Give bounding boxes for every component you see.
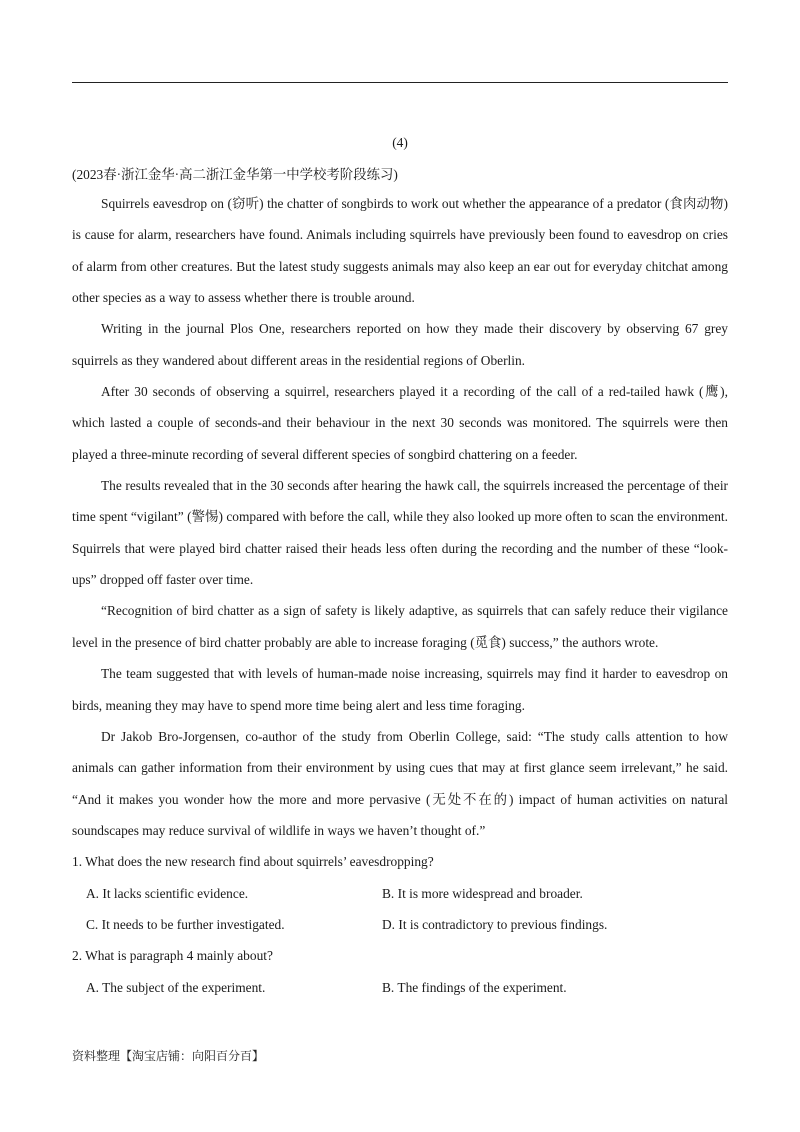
paragraph: The results revealed that in the 30 seconds after hearing the hawk call, the squirrels increased the percentage of their time spent “vigilant” (警惕) compared with before the call, while they also looked up more often to scan the environment. Squirrels that were played bird chatter raised their heads less often during the recording and the number of these “look-ups” dropped off faster over time. [72, 478, 728, 588]
option: A. The subject of the experiment. [86, 979, 266, 995]
header-rule [72, 82, 728, 83]
option-row [72, 972, 728, 1003]
option: B. It is more widespread and broader. [382, 885, 583, 901]
section-number: (4) [392, 135, 408, 150]
option-row [72, 909, 728, 940]
paragraph: Writing in the journal Plos One, researchers reported on how they made their discovery by observing 67 grey squirrels as they wandered about different areas in the residential regions of Oberlin. [72, 321, 728, 368]
option: A. It lacks scientific evidence. [86, 885, 249, 901]
paragraph: Dr Jakob Bro-Jorgensen, co-author of the study from Oberlin College, said: “The study calls attention to how animals can gather information from their environment by using cues that may at first glance seem irrelevant,” he said. “And it makes you wonder how the more and more pervasive (无处不在的) impact of human activities on natural soundscapes may reduce survival of wildlife in ways we haven’t thought of.” [72, 728, 728, 838]
option-row [72, 878, 728, 909]
paragraph: After 30 seconds of observing a squirrel, researchers played it a recording of the call of a red-tailed hawk (鹰), which lasted a couple of seconds-and their behaviour in the next 30 seconds was monitored. The squirrels were then played a three-minute recording of several different species of songbird chattering on a feeder. [72, 384, 728, 462]
option: C. It needs to be further investigated. [86, 916, 285, 932]
option: D. It is contradictory to previous findings. [382, 916, 608, 932]
passage-content [72, 162, 728, 1003]
source-note: (2023春·浙江金华·高二浙江金华第一中学校考阶段练习) [72, 167, 398, 182]
footer-note: 资料整理【淘宝店铺：向阳百分百】 [72, 1049, 265, 1063]
question-stem: 1. What does the new research find about squirrels’ eavesdropping? [72, 854, 434, 870]
question-stem: 2. What is paragraph 4 mainly about? [72, 948, 273, 964]
option: B. The findings of the experiment. [382, 979, 567, 995]
paragraph: “Recognition of bird chatter as a sign of safety is likely adaptive, as squirrels that can safely reduce their vigilance level in the presence of bird chatter probably are able to increase foraging (觅食) success,” the authors wrote. [72, 603, 728, 650]
paragraph: Squirrels eavesdrop on (窃听) the chatter of songbirds to work out whether the appearance of a predator (食肉动物) is cause for alarm, researchers have found. Animals including squirrels have previously been found to eavesdrop on cries of alarm from other creatures. But the latest study suggests animals may also keep an ear out for everyday chitchat among other species as a way to assess whether there is trouble around. [72, 196, 728, 306]
paragraph: The team suggested that with levels of human-made noise increasing, squirrels may find it harder to eavesdrop on birds, meaning they may have to spend more time being alert and less time foraging. [72, 666, 728, 713]
